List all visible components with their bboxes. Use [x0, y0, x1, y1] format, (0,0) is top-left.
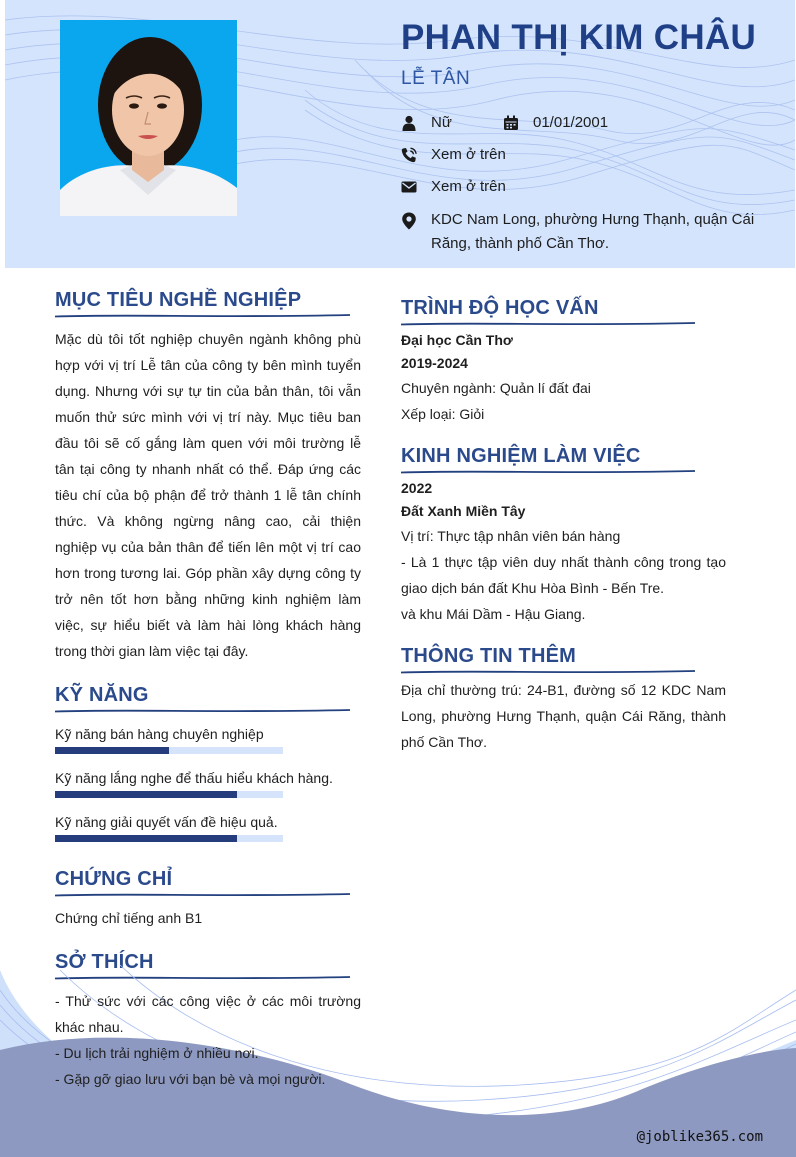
email-value: Xem ở trên [431, 178, 506, 195]
skill-bar [55, 747, 283, 754]
experience-detail: và khu Mái Dầm - Hậu Giang. [401, 606, 586, 622]
experience-year: 2022 [401, 480, 433, 496]
experience-position: Vị trí: Thực tập nhân viên bán hàng [401, 528, 621, 544]
education-grade: Xếp loại: Giỏi [401, 406, 485, 422]
objective-text: Mặc dù tôi tốt nghiệp chuyên ngành không phù hợp với vị trí Lễ tân của công ty bên mình tuyển dụng. Nhưng với sự tự tin của bản thân, tôi vẫn muốn thử sức mình với vị trí này. Mục tiêu ban đầu tôi sẽ cố gắng làm quen với môi trường lễ tân tại công ty nhanh nhất có thể. Đáp ứng các tiêu chí của bộ phận để trở thành 1 lễ tân chính thức. Và không ngừng nâng cao, cải thiện nghiệp vụ của bản thân để tiến lên một vị trí cao hơn trong tương lai. Góp phần xây dựng công ty trở nên tốt hơn bằng những kinh nghiệm làm việc, sự hiểu biết và làm hài lòng khách hàng trong thời gian làm việc tại đây. [55, 331, 361, 659]
objective-underline [55, 313, 350, 319]
hobby-item: - Gặp gỡ giao lưu với bạn bè và mọi người. [55, 1071, 326, 1087]
education-heading: TRÌNH ĐỘ HỌC VẤN [401, 297, 599, 319]
extra-info-underline [401, 669, 695, 675]
skill-bar-fill [55, 747, 169, 754]
profile-photo [60, 20, 237, 216]
address-value: KDC Nam Long, phường Hưng Thạnh, quận Cái Răng, thành phố Cần Thơ. [431, 211, 755, 252]
address-row [401, 210, 771, 256]
experience-heading: KINH NGHIỆM LÀM VIỆC [401, 445, 641, 467]
extra-info-text: Địa chỉ thường trú: 24-B1, đường số 12 KDC Nam Long, phường Hưng Thạnh, quận Cái Răng, thành phố Cần Thơ. [401, 682, 726, 750]
hobby-item: - Thử sức với các công việc ở các môi trường khác nhau. [55, 993, 361, 1035]
gender-row [401, 114, 452, 131]
user-icon [401, 115, 417, 131]
skills-underline [55, 708, 350, 714]
certificate-item: Chứng chỉ tiếng anh B1 [55, 910, 203, 926]
education-years: 2019-2024 [401, 355, 468, 371]
envelope-icon [401, 179, 417, 195]
phone-value: Xem ở trên [431, 146, 506, 163]
objective-heading: MỤC TIÊU NGHỀ NGHIỆP [55, 289, 302, 311]
skill-label: Kỹ năng bán hàng chuyên nghiệp [55, 726, 264, 742]
certificates-heading: CHỨNG CHỈ [55, 868, 173, 890]
extra-info-heading: THÔNG TIN THÊM [401, 645, 577, 667]
email-row [401, 178, 506, 195]
phone-icon [401, 147, 417, 163]
experience-detail: - Là 1 thực tập viên duy nhất thành công trong tạo giao dịch bán đất Khu Hòa Bình - Bến Tre. [401, 554, 726, 596]
education-underline [401, 321, 695, 327]
birthday-row [503, 114, 608, 131]
experience-company: Đất Xanh Miền Tây [401, 503, 526, 519]
skill-bar-fill [55, 791, 237, 798]
skills-heading: KỸ NĂNG [55, 684, 149, 706]
calendar-icon [503, 115, 519, 131]
hobbies-heading: SỞ THÍCH [55, 951, 154, 973]
phone-row [401, 146, 506, 163]
skill-bar [55, 835, 283, 842]
education-major: Chuyên ngành: Quản lí đất đai [401, 380, 591, 396]
job-title: LỄ TÂN [401, 68, 471, 89]
experience-underline [401, 469, 695, 475]
skill-bar [55, 791, 283, 798]
brand-watermark[interactable]: @joblike365.com [636, 1129, 763, 1145]
header-band [5, 0, 795, 268]
birthday-value: 01/01/2001 [533, 114, 609, 131]
map-pin-icon [401, 212, 417, 228]
hobby-item: - Du lịch trải nghiệm ở nhiều nơi. [55, 1045, 259, 1061]
skill-label: Kỹ năng lắng nghe để thấu hiểu khách hàng. [55, 770, 333, 786]
skill-bar-fill [55, 835, 237, 842]
candidate-name: PHAN THỊ KIM CHÂU [401, 18, 757, 57]
education-school: Đại học Cần Thơ [401, 332, 513, 348]
certificates-underline [55, 892, 350, 898]
skill-label: Kỹ năng giải quyết vấn đề hiệu quả. [55, 814, 278, 830]
gender-value: Nữ [431, 114, 452, 131]
